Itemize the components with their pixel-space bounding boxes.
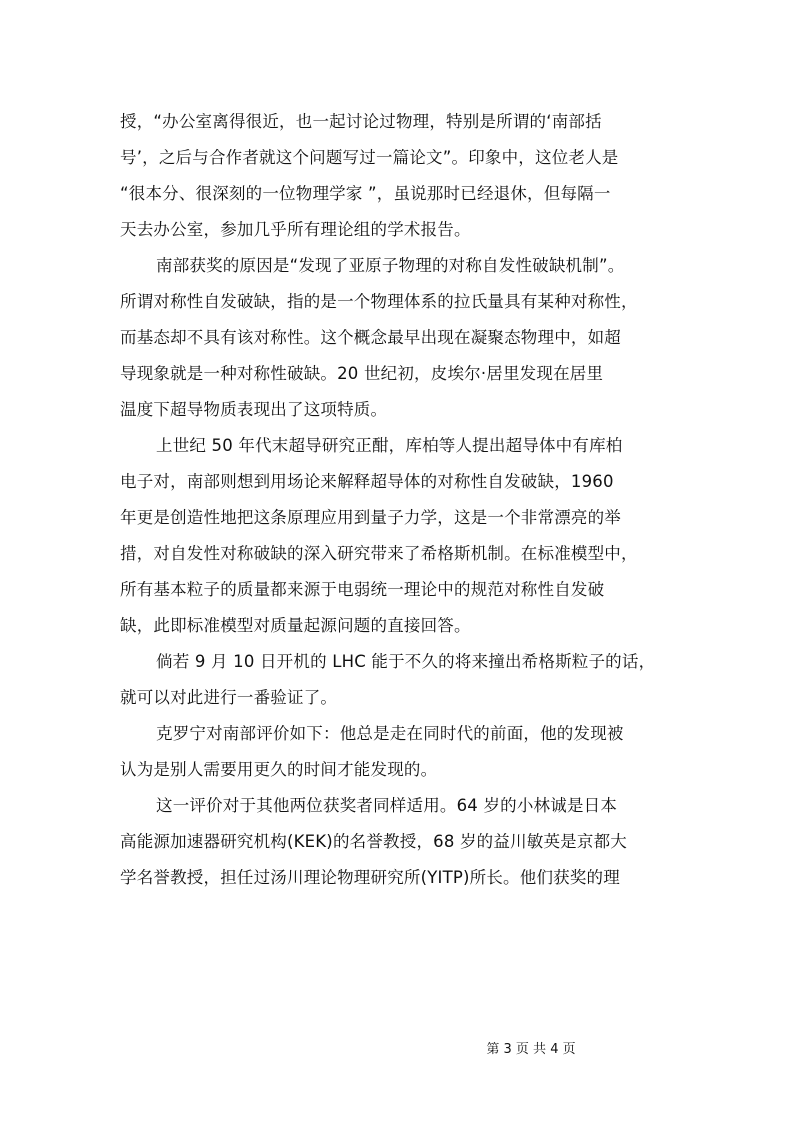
text-line: 温度下超导物质表现出了这项特质。 <box>120 400 388 419</box>
text-line: 电子对，南部则想到用场论来解释超导体的对称性自发破缺，1960 <box>120 472 614 491</box>
text-line: 倘若 9 月 10 日开机的 LHC 能于不久的将来撞出希格斯粒子的话， <box>156 652 656 671</box>
text-line: 缺，此即标准模型对质量起源问题的直接回答。 <box>120 616 471 635</box>
text-line: 授，“办公室离得很近，也一起讨论过物理，特别是所谓的‘南部括 <box>120 112 602 131</box>
text-line: 所谓对称性自发破缺，指的是一个物理体系的拉氏量具有某种对称性， <box>120 292 638 311</box>
page-footer <box>0 1040 794 1060</box>
text-line: 认为是别人需要用更久的时间才能发现的。 <box>120 760 438 779</box>
text-line: 号’，之后与合作者就这个问题写过一篇论文”。印象中，这位老人是 <box>120 148 619 167</box>
text-line: 年更是创造性地把这条原理应用到量子力学，这是一个非常漂亮的举 <box>120 508 621 527</box>
body-text <box>120 104 680 896</box>
text-line: 上世纪 50 年代末超导研究正酣，库柏等人提出超导体中有库柏 <box>156 436 623 455</box>
text-line: 学名誉教授，担任过汤川理论物理研究所(YITP)所长。他们获奖的理 <box>120 868 620 887</box>
text-line: 所有基本粒子的质量都来源于电弱统一理论中的规范对称性自发破 <box>120 580 605 599</box>
text-line: 就可以对此进行一番验证了。 <box>120 688 338 707</box>
text-line: 导现象就是一种对称性破缺。20 世纪初，皮埃尔·居里发现在居里 <box>120 364 604 383</box>
text-line: “很本分、很深刻的一位物理学家 ”，虽说那时已经退休，但每隔一 <box>120 184 611 203</box>
text-line: 天去办公室，参加几乎所有理论组的学术报告。 <box>120 220 471 239</box>
text-line: 高能源加速器研究机构(KEK)的名誉教授，68 岁的益川敏英是京都大 <box>120 832 627 851</box>
text-line: 措，对自发性对称破缺的深入研究带来了希格斯机制。在标准模型中， <box>120 544 638 563</box>
text-line: 克罗宁对南部评价如下：他总是走在同时代的前面，他的发现被 <box>156 724 624 743</box>
text-line: 这一评价对于其他两位获奖者同样适用。64 岁的小林诚是日本 <box>156 796 618 815</box>
text-line: 南部获奖的原因是“发现了亚原子物理的对称自发性破缺机制”。 <box>156 256 625 275</box>
text-line: 而基态却不具有该对称性。这个概念最早出现在凝聚态物理中，如超 <box>120 328 621 347</box>
page-number: 第 3 页 共 4 页 <box>486 1042 576 1057</box>
